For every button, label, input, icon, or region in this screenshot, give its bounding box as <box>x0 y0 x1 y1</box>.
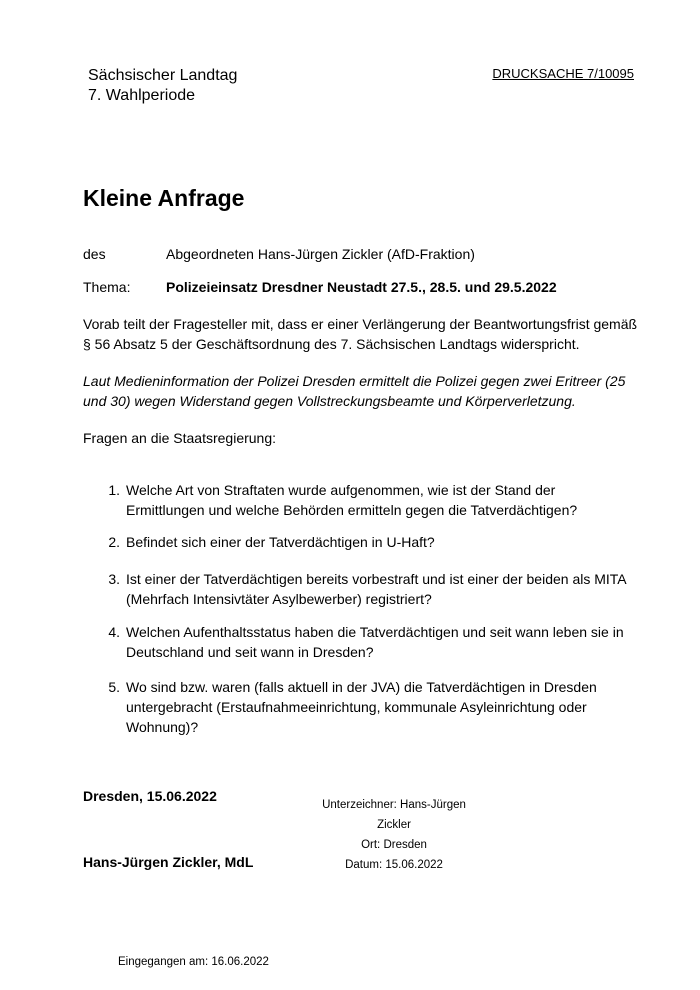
preamble-paragraph: Laut Medieninformation der Polizei Dresden ermittelt die Polizei gegen zwei Eritreer (25 und 30) wegen Widerstand gegen Vollstreckungsbeamte und Körperverletzung. <box>83 373 626 409</box>
drucksache-number: DRUCKSACHE 7/10095 <box>492 66 634 81</box>
legislative-period: 7. Wahlperiode <box>88 87 196 104</box>
electronic-signature-block <box>315 795 473 875</box>
signer-name: Hans-Jürgen Zickler, MdL <box>83 854 254 870</box>
questions-heading: Fragen an die Staatsregierung: <box>83 430 277 446</box>
signature-date: Datum: 15.06.2022 <box>345 859 443 871</box>
question-number: 1. <box>108 482 120 498</box>
question-number: 4. <box>108 624 120 640</box>
topic-label: Thema: <box>83 279 131 295</box>
question-number: 2. <box>108 534 120 550</box>
question-number: 5. <box>108 679 120 695</box>
question-text: Welche Art von Straftaten wurde aufgenommen, wie ist der Stand der Ermittlungen und welche Behörden ermitteln gegen die Tatverdächtigen? <box>126 482 578 518</box>
signature-place: Ort: Dresden <box>361 839 427 851</box>
question-text: Ist einer der Tatverdächtigen bereits vorbestraft und ist einer der beiden als MITA (Mehrfach Intensivtäter Asylbewerber) registriert? <box>126 571 626 607</box>
question-number: 3. <box>108 571 120 587</box>
signature-signer-line: Unterzeichner: Hans-Jürgen <box>322 799 466 811</box>
intro-paragraph: Vorab teilt der Fragesteller mit, dass er einer Verlängerung der Beantwortungsfrist gemäß § 56 Absatz 5 der Geschäftsordnung des 7. Sächsischen Landtags widerspricht. <box>83 316 638 352</box>
received-stamp: Eingegangen am: 16.06.2022 <box>118 956 269 968</box>
question-text: Wo sind bzw. waren (falls aktuell in der JVA) die Tatverdächtigen in Dresden untergebracht (Erstaufnahmeeinrichtung, kommunale Asyleinrichtung oder Wohnung)? <box>126 679 597 735</box>
question-text: Befindet sich einer der Tatverdächtigen in U-Haft? <box>126 534 435 550</box>
signature-signer-line-2: Zickler <box>377 819 411 831</box>
author-label: des <box>83 246 106 262</box>
author-value: Abgeordneten Hans-Jürgen Zickler (AfD-Fraktion) <box>166 246 475 262</box>
document-title: Kleine Anfrage <box>83 185 245 211</box>
topic-value: Polizeieinsatz Dresdner Neustadt 27.5., 28.5. und 29.5.2022 <box>166 279 557 295</box>
question-text: Welchen Aufenthaltsstatus haben die Tatverdächtigen und seit wann leben sie in Deutschland und seit wann in Dresden? <box>126 624 624 660</box>
date-place: Dresden, 15.06.2022 <box>83 788 217 804</box>
parliament-header <box>88 66 237 106</box>
parliament-name: Sächsischer Landtag <box>88 67 238 84</box>
